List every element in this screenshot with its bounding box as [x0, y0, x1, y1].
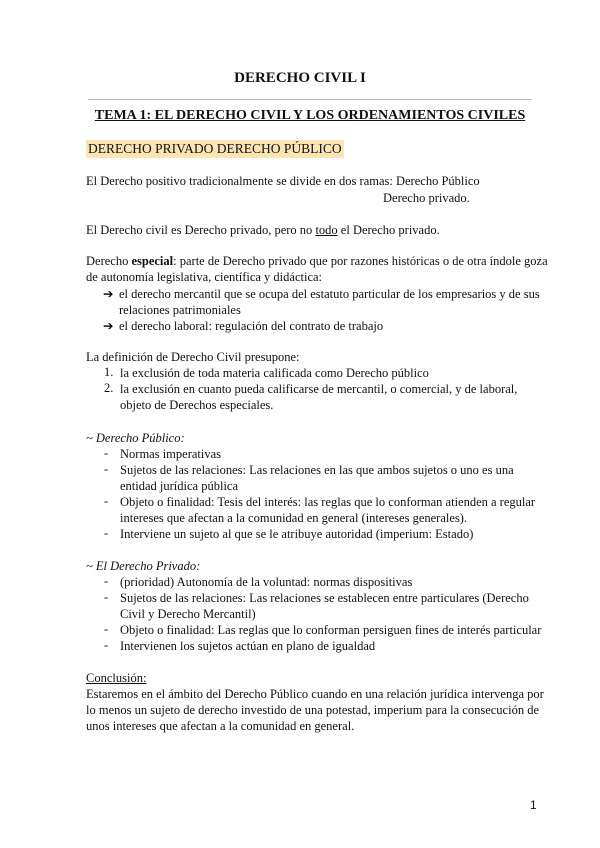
- arrow-bullet: ➔: [103, 287, 114, 301]
- division-second: Derecho privado.: [383, 191, 470, 205]
- privado-heading: ~ El Derecho Privado:: [86, 559, 201, 573]
- publico-item: Objeto o finalidad: Tesis del interés: las reglas que lo conforman atienden a regular: [120, 495, 536, 509]
- publico-item: entidad jurídica pública: [120, 479, 239, 493]
- definicion-item: objeto de Derechos especiales.: [120, 398, 274, 412]
- especial-item: el derecho mercantil que se ocupa del estatuto particular de los empresarios y de sus: [119, 287, 540, 301]
- division-line: El Derecho positivo tradicionalmente se divide en dos ramas: Derecho Público: [86, 174, 480, 188]
- especial-item: relaciones patrimoniales: [119, 303, 241, 317]
- publico-item: intereses que afectan a la comunidad en general (intereses generales).: [120, 511, 468, 525]
- conclusion-line: lo menos un sujeto de derecho investido de una potestad, imperium para la consecución de: [86, 703, 539, 717]
- privado-item: (prioridad) Autonomía de la voluntad: normas dispositivas: [120, 575, 413, 589]
- list-number: 2.: [104, 381, 114, 395]
- especial-lead: Derecho: [86, 254, 132, 268]
- privado-item: Intervienen los sujetos actúan en plano de igualdad: [120, 639, 376, 653]
- dash-bullet: -: [104, 622, 109, 636]
- publico-item: Sujetos de las relaciones: Las relaciones en las que ambos sujetos o uno es una: [120, 463, 514, 477]
- dash-bullet: -: [104, 462, 109, 476]
- definicion-heading: La definición de Derecho Civil presupone:: [86, 350, 300, 364]
- conclusion-line: Estaremos en el ámbito del Derecho Público cuando en una relación jurídica intervenga por: [86, 687, 544, 701]
- dash-bullet: -: [104, 494, 109, 508]
- dash-bullet: -: [104, 526, 109, 540]
- definicion-item: la exclusión de toda materia calificada como Derecho público: [120, 366, 429, 380]
- civil-paragraph: [86, 222, 534, 239]
- especial-line-1: [86, 253, 548, 270]
- dash-bullet: -: [104, 638, 109, 652]
- privado-item: Civil y Derecho Mercantil): [120, 607, 256, 621]
- especial-bold: especial: [131, 254, 174, 268]
- arrow-bullet: ➔: [103, 319, 114, 333]
- list-number: 1.: [104, 365, 114, 379]
- title-divider: [88, 99, 532, 100]
- publico-item: Interviene un sujeto al que se le atribuye autoridad (imperium: Estado): [120, 527, 474, 541]
- conclusion-heading: Conclusión:: [86, 671, 147, 685]
- document-title: DERECHO CIVIL I: [234, 70, 366, 86]
- privado-item: Objeto o finalidad: Las reglas que lo conforman persiguen fines de interés particular: [120, 623, 542, 637]
- publico-heading: ~ Derecho Público:: [86, 431, 185, 445]
- highlighted-heading: DERECHO PRIVADO DERECHO PÚBLICO: [88, 141, 342, 156]
- conclusion-line: unos intereses que afectan a la comunidad en general.: [86, 719, 355, 733]
- dash-bullet: -: [104, 446, 109, 460]
- civil-before: El Derecho civil es Derecho privado, pero no: [86, 223, 316, 237]
- privado-item: Sujetos de las relaciones: Las relaciones se establecen entre particulares (Derecho: [120, 591, 529, 605]
- civil-underlined: todo: [315, 223, 338, 237]
- especial-line-2: de autonomía legislativa, científica y didáctica:: [86, 270, 323, 284]
- especial-text: : parte de Derecho privado que por razones históricas o de otra índole goza: [173, 254, 548, 268]
- definicion-item: la exclusión en cuanto pueda calificarse de mercantil, o comercial, y de laboral,: [120, 382, 518, 396]
- page-number: 1: [530, 798, 537, 812]
- document-subtitle: TEMA 1: EL DERECHO CIVIL Y LOS ORDENAMIENTOS CIVILES: [94, 108, 526, 123]
- publico-item: Normas imperativas: [120, 447, 222, 461]
- dash-bullet: -: [104, 590, 109, 604]
- especial-item: el derecho laboral: regulación del contrato de trabajo: [119, 319, 384, 333]
- civil-after: el Derecho privado.: [337, 223, 440, 237]
- dash-bullet: -: [104, 574, 109, 588]
